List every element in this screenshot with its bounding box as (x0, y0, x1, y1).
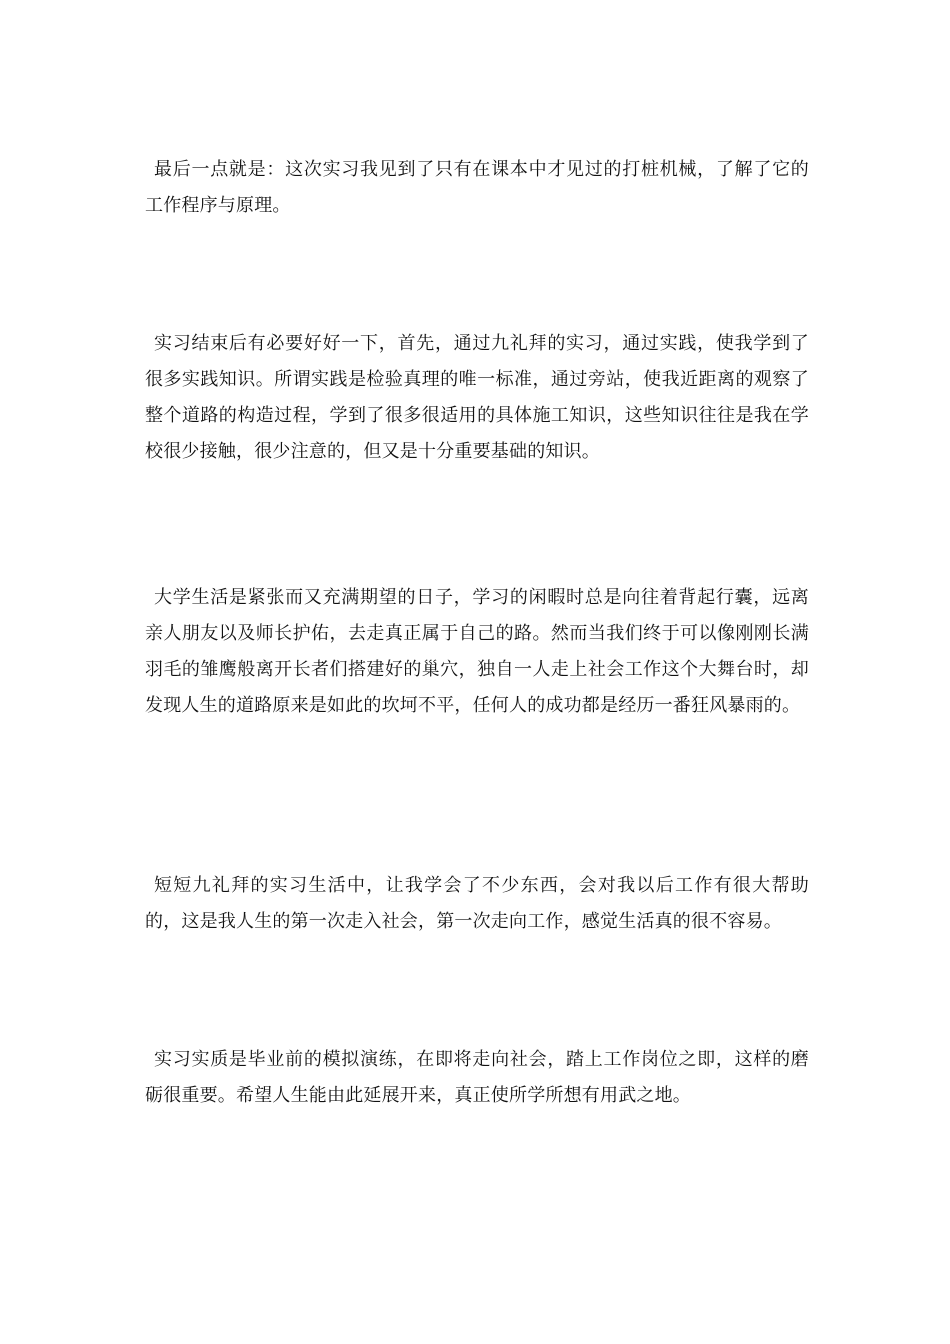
paragraph-simulation-drill: 实习实质是毕业前的模拟演练，在即将走向社会，踏上工作岗位之即，这样的磨砺很重要。希望人生能由此延展开来，真正使所学所想有用武之地。 (145, 1049, 809, 1106)
paragraph-piling-machinery: 最后一点就是：这次实习我见到了只有在课本中才见过的打桩机械，了解了它的工作程序与原理。 (145, 159, 809, 216)
paragraph-college-life: 大学生活是紧张而又充满期望的日子，学习的闲暇时总是向往着背起行囊，远离亲人朋友以及师长护佑，去走真正属于自己的路。然而当我们终于可以像刚刚长满羽毛的雏鹰般离开长者们搭建好的巢穴，独自一人走上社会工作这个大舞台时，却发现人生的道路原来是如此的坎坷不平，任何人的成功都是经历一番狂风暴雨的。 (145, 587, 809, 716)
paragraph-nine-weeks: 短短九礼拜的实习生活中，让我学会了不少东西，会对我以后工作有很大帮助的，这是我人生的第一次走入社会，第一次走向工作，感觉生活真的很不容易。 (145, 875, 809, 932)
paragraph-internship-summary: 实习结束后有必要好好一下，首先，通过九礼拜的实习，通过实践，使我学到了很多实践知识。所谓实践是检验真理的唯一标准，通过旁站，使我近距离的观察了整个道路的构造过程，学到了很多很适用的具体施工知识，这些知识往往是我在学校很少接触，很少注意的，但又是十分重要基础的知识。 (145, 333, 809, 462)
